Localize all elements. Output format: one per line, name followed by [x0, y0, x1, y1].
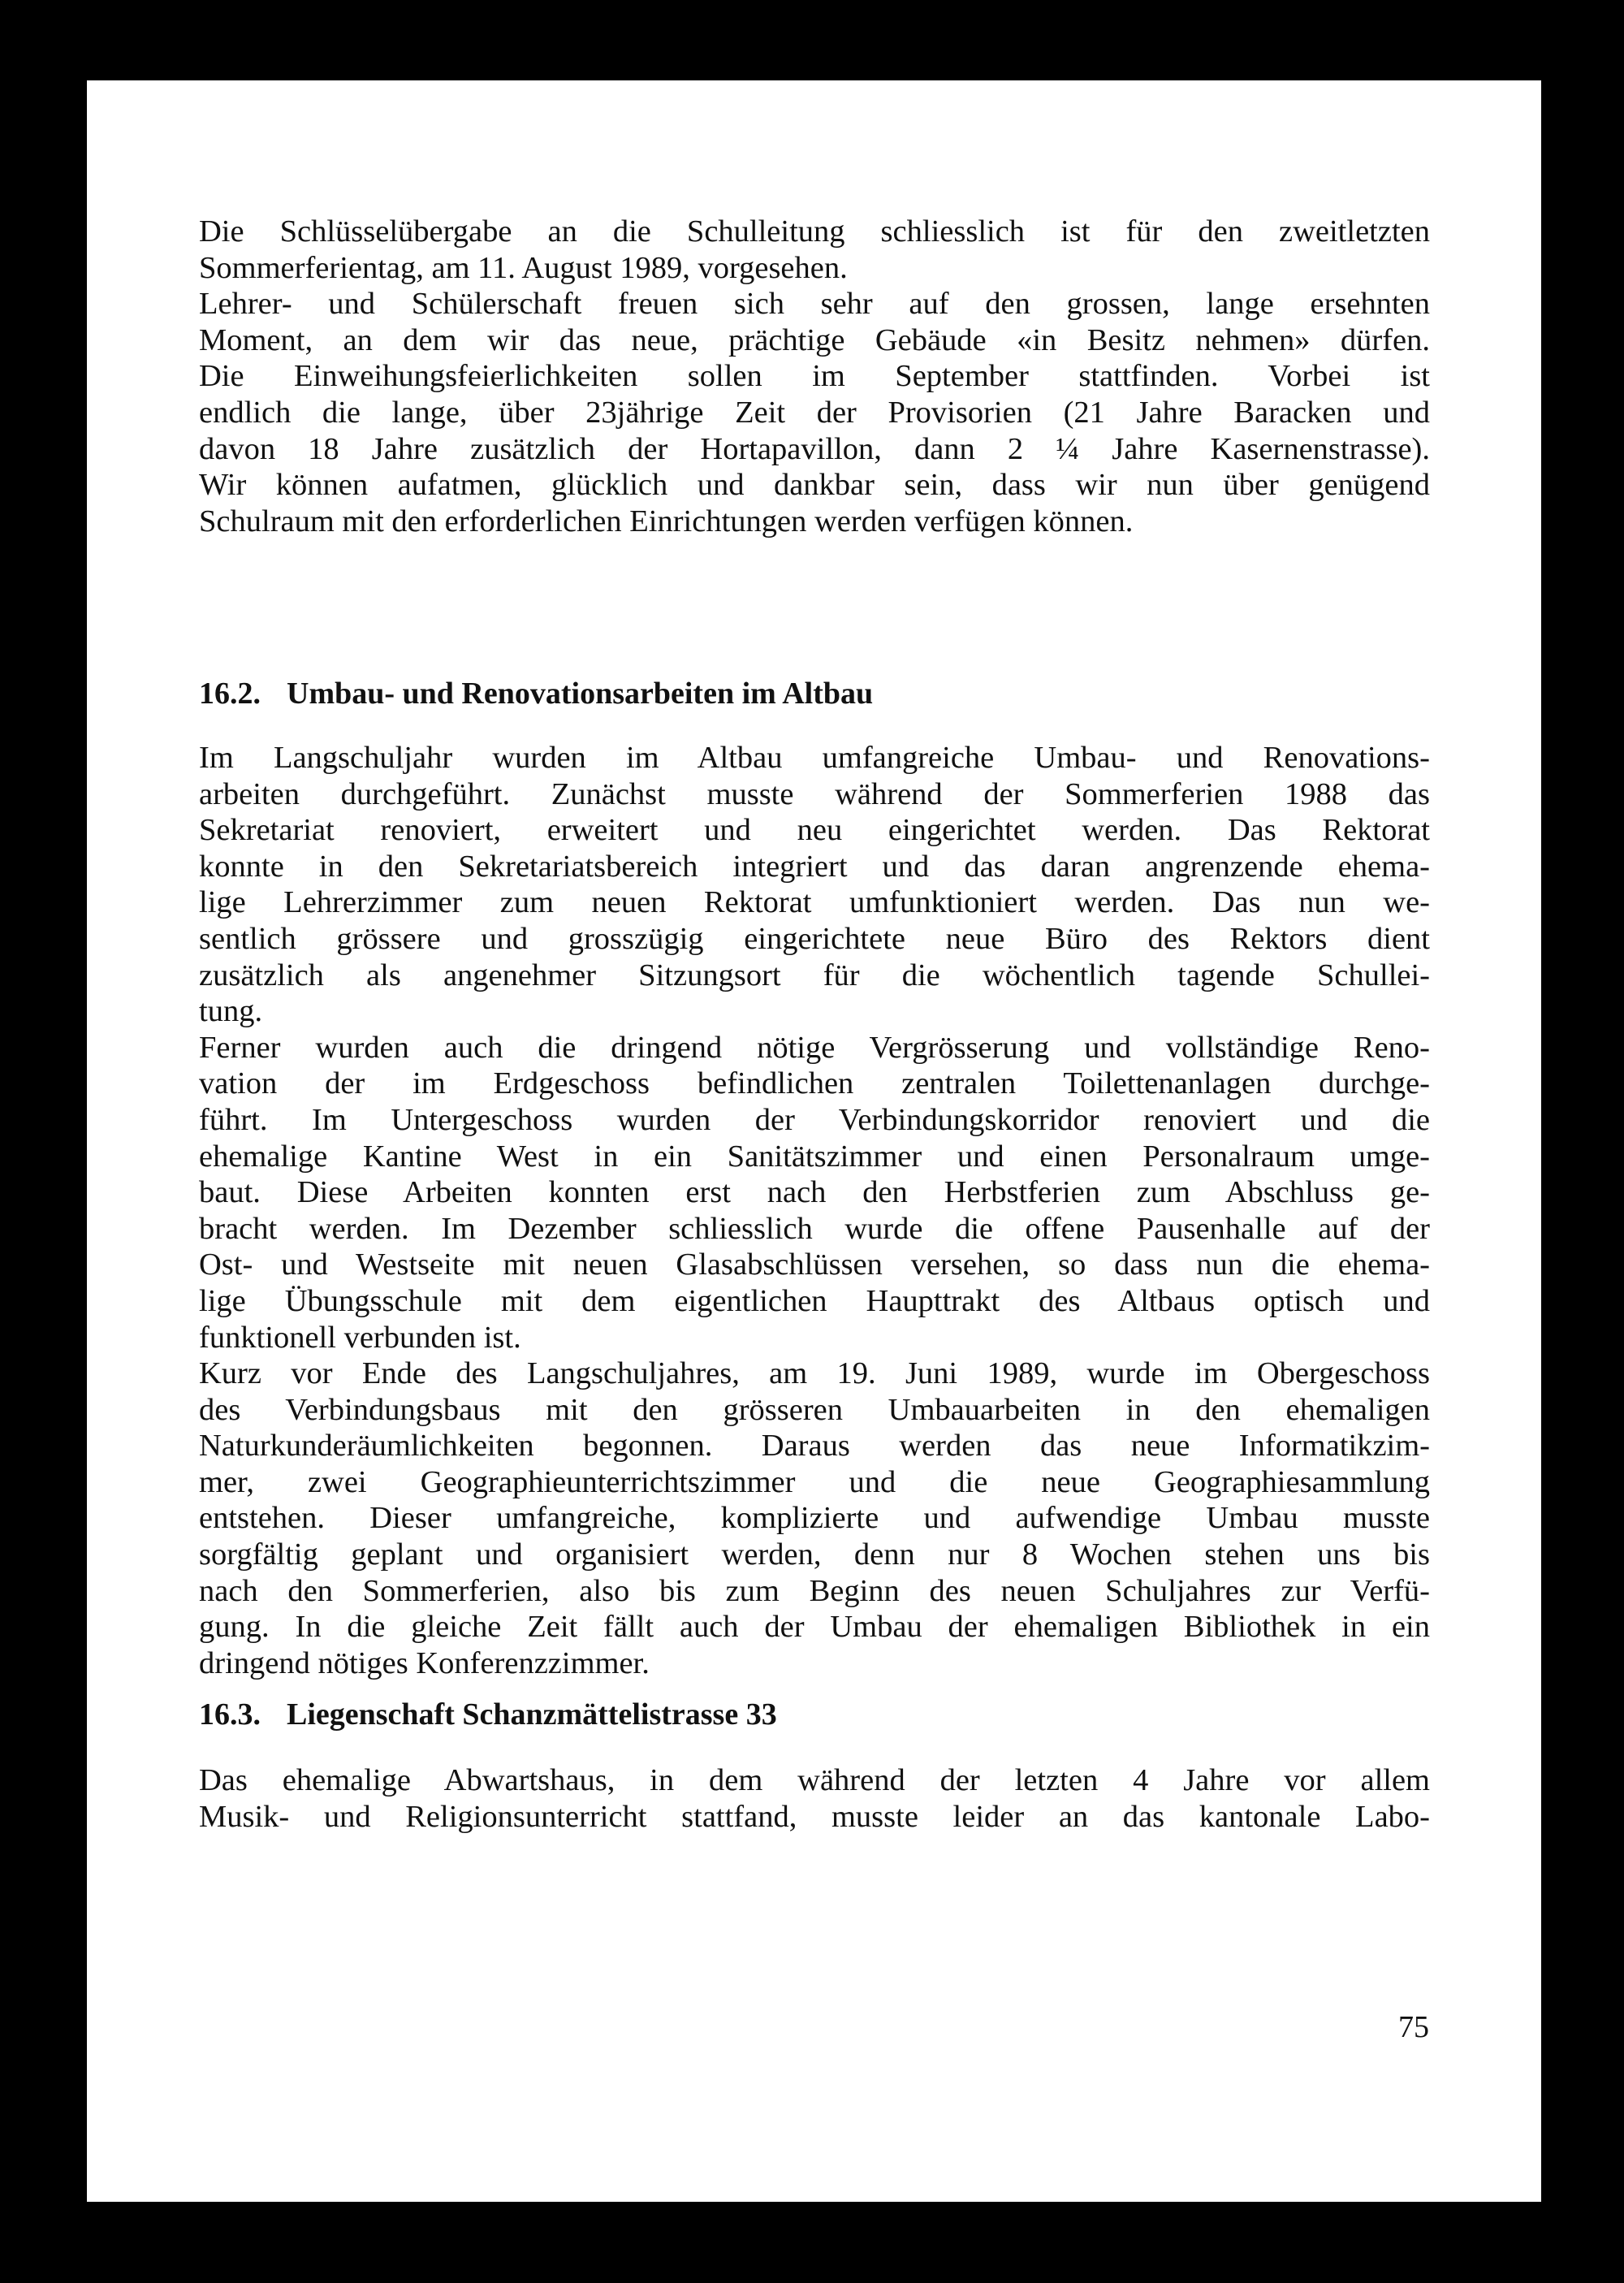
text-line: Die Einweihungsfeierlichkeiten sollen im September stattfinden. Vorbei ist — [199, 359, 1430, 394]
text-line: sentlich grössere und grosszügig eingerichtete neue Büro des Rektors dient — [199, 921, 1430, 956]
text-line: baut. Diese Arbeiten konnten erst nach den Herbstferien zum Abschluss ge- — [199, 1175, 1430, 1210]
section-number: 16.2. — [199, 677, 261, 711]
section-heading-16-2 — [199, 676, 873, 711]
text-line: Ost- und Westseite mit neuen Glasabschlüssen versehen, so dass nun die ehema- — [199, 1247, 1430, 1282]
text-line: Die Schlüsselübergabe an die Schulleitung schliesslich ist für den zweitletzten — [199, 214, 1430, 249]
text-line: tung. — [199, 994, 263, 1029]
text-line: Schulraum mit den erforderlichen Einrichtungen werden verfügen können. — [199, 504, 1134, 538]
section-title: Liegenschaft Schanzmättelistrasse 33 — [287, 1697, 777, 1732]
section-16-2-body — [199, 740, 1430, 1681]
text-line: endlich die lange, über 23jährige Zeit der Provisorien (21 Jahre Baracken und — [199, 395, 1430, 430]
section-16-3-body — [199, 1762, 1430, 1835]
text-line: arbeiten durchgeführt. Zunächst musste während der Sommerferien 1988 das — [199, 776, 1430, 811]
text-line: konnte in den Sekretariatsbereich integriert und das daran angrenzende ehema- — [199, 849, 1430, 884]
text-line: des Verbindungsbaus mit den grösseren Umbauarbeiten in den ehemaligen — [199, 1392, 1430, 1427]
section-number: 16.3. — [199, 1697, 261, 1732]
text-line: funktionell verbunden ist. — [199, 1320, 521, 1355]
text-line: Kurz vor Ende des Langschuljahres, am 19. Juni 1989, wurde im Obergeschoss — [199, 1356, 1430, 1391]
text-line: entstehen. Dieser umfangreiche, komplizierte und aufwendige Umbau musste — [199, 1501, 1430, 1536]
text-line: Moment, an dem wir das neue, prächtige Gebäude «in Besitz nehmen» dürfen. — [199, 322, 1430, 357]
text-line: Wir können aufatmen, glücklich und dankbar sein, dass wir nun über genügend — [199, 468, 1430, 503]
text-line: Im Langschuljahr wurden im Altbau umfangreiche Umbau- und Renovations- — [199, 741, 1430, 775]
text-line: lige Lehrerzimmer zum neuen Rektorat umfunktioniert werden. Das nun we- — [199, 885, 1430, 920]
text-line: bracht werden. Im Dezember schliesslich wurde die offene Pausenhalle auf der — [199, 1211, 1430, 1246]
text-line: nach den Sommerferien, also bis zum Beginn des neuen Schuljahres zur Verfü- — [199, 1573, 1430, 1608]
text-line: Naturkunderäumlichkeiten begonnen. Daraus werden das neue Informatikzim- — [199, 1429, 1430, 1464]
text-line: Das ehemalige Abwartshaus, in dem während der letzten 4 Jahre vor allem — [199, 1763, 1430, 1797]
section-heading-16-3 — [199, 1697, 777, 1732]
text-line: mer, zwei Geographieunterrichtszimmer und die neue Geographiesammlung — [199, 1464, 1430, 1499]
text-line: dringend nötiges Konferenzzimmer. — [199, 1645, 650, 1680]
text-line: gung. In die gleiche Zeit fällt auch der Umbau der ehemaligen Bibliothek in ein — [199, 1610, 1430, 1645]
text-line: Lehrer- und Schülerschaft freuen sich sehr auf den grossen, lange ersehnten — [199, 287, 1430, 322]
text-line: vation der im Erdgeschoss befindlichen zentralen Toilettenanlagen durchge- — [199, 1066, 1430, 1101]
section-title: Umbau- und Renovationsarbeiten im Altbau — [287, 677, 874, 711]
text-line: Sommerferientag, am 11. August 1989, vorgesehen. — [199, 250, 848, 285]
text-line: zusätzlich als angenehmer Sitzungsort für die wöchentlich tagende Schullei- — [199, 958, 1430, 992]
text-line: Ferner wurden auch die dringend nötige Vergrösserung und vollständige Reno- — [199, 1030, 1430, 1065]
text-line: lige Übungsschule mit dem eigentlichen Haupttrakt des Altbaus optisch und — [199, 1283, 1430, 1318]
intro-paragraphs — [199, 214, 1430, 539]
text-line: Sekretariat renoviert, erweitert und neu eingerichtet werden. Das Rektorat — [199, 813, 1430, 848]
text-line: Musik- und Religionsunterricht stattfand, musste leider an das kantonale Labo- — [199, 1799, 1430, 1834]
document-page — [87, 80, 1541, 2202]
text-line: führt. Im Untergeschoss wurden der Verbindungskorridor renoviert und die — [199, 1102, 1430, 1137]
page-number: 75 — [1398, 2010, 1429, 2044]
text-line: sorgfältig geplant und organisiert werden, denn nur 8 Wochen stehen uns bis — [199, 1537, 1430, 1572]
text-line: davon 18 Jahre zusätzlich der Hortapavillon, dann 2 ¼ Jahre Kasernenstrasse). — [199, 431, 1430, 466]
text-line: ehemalige Kantine West in ein Sanitätszimmer und einen Personalraum umge- — [199, 1139, 1430, 1174]
